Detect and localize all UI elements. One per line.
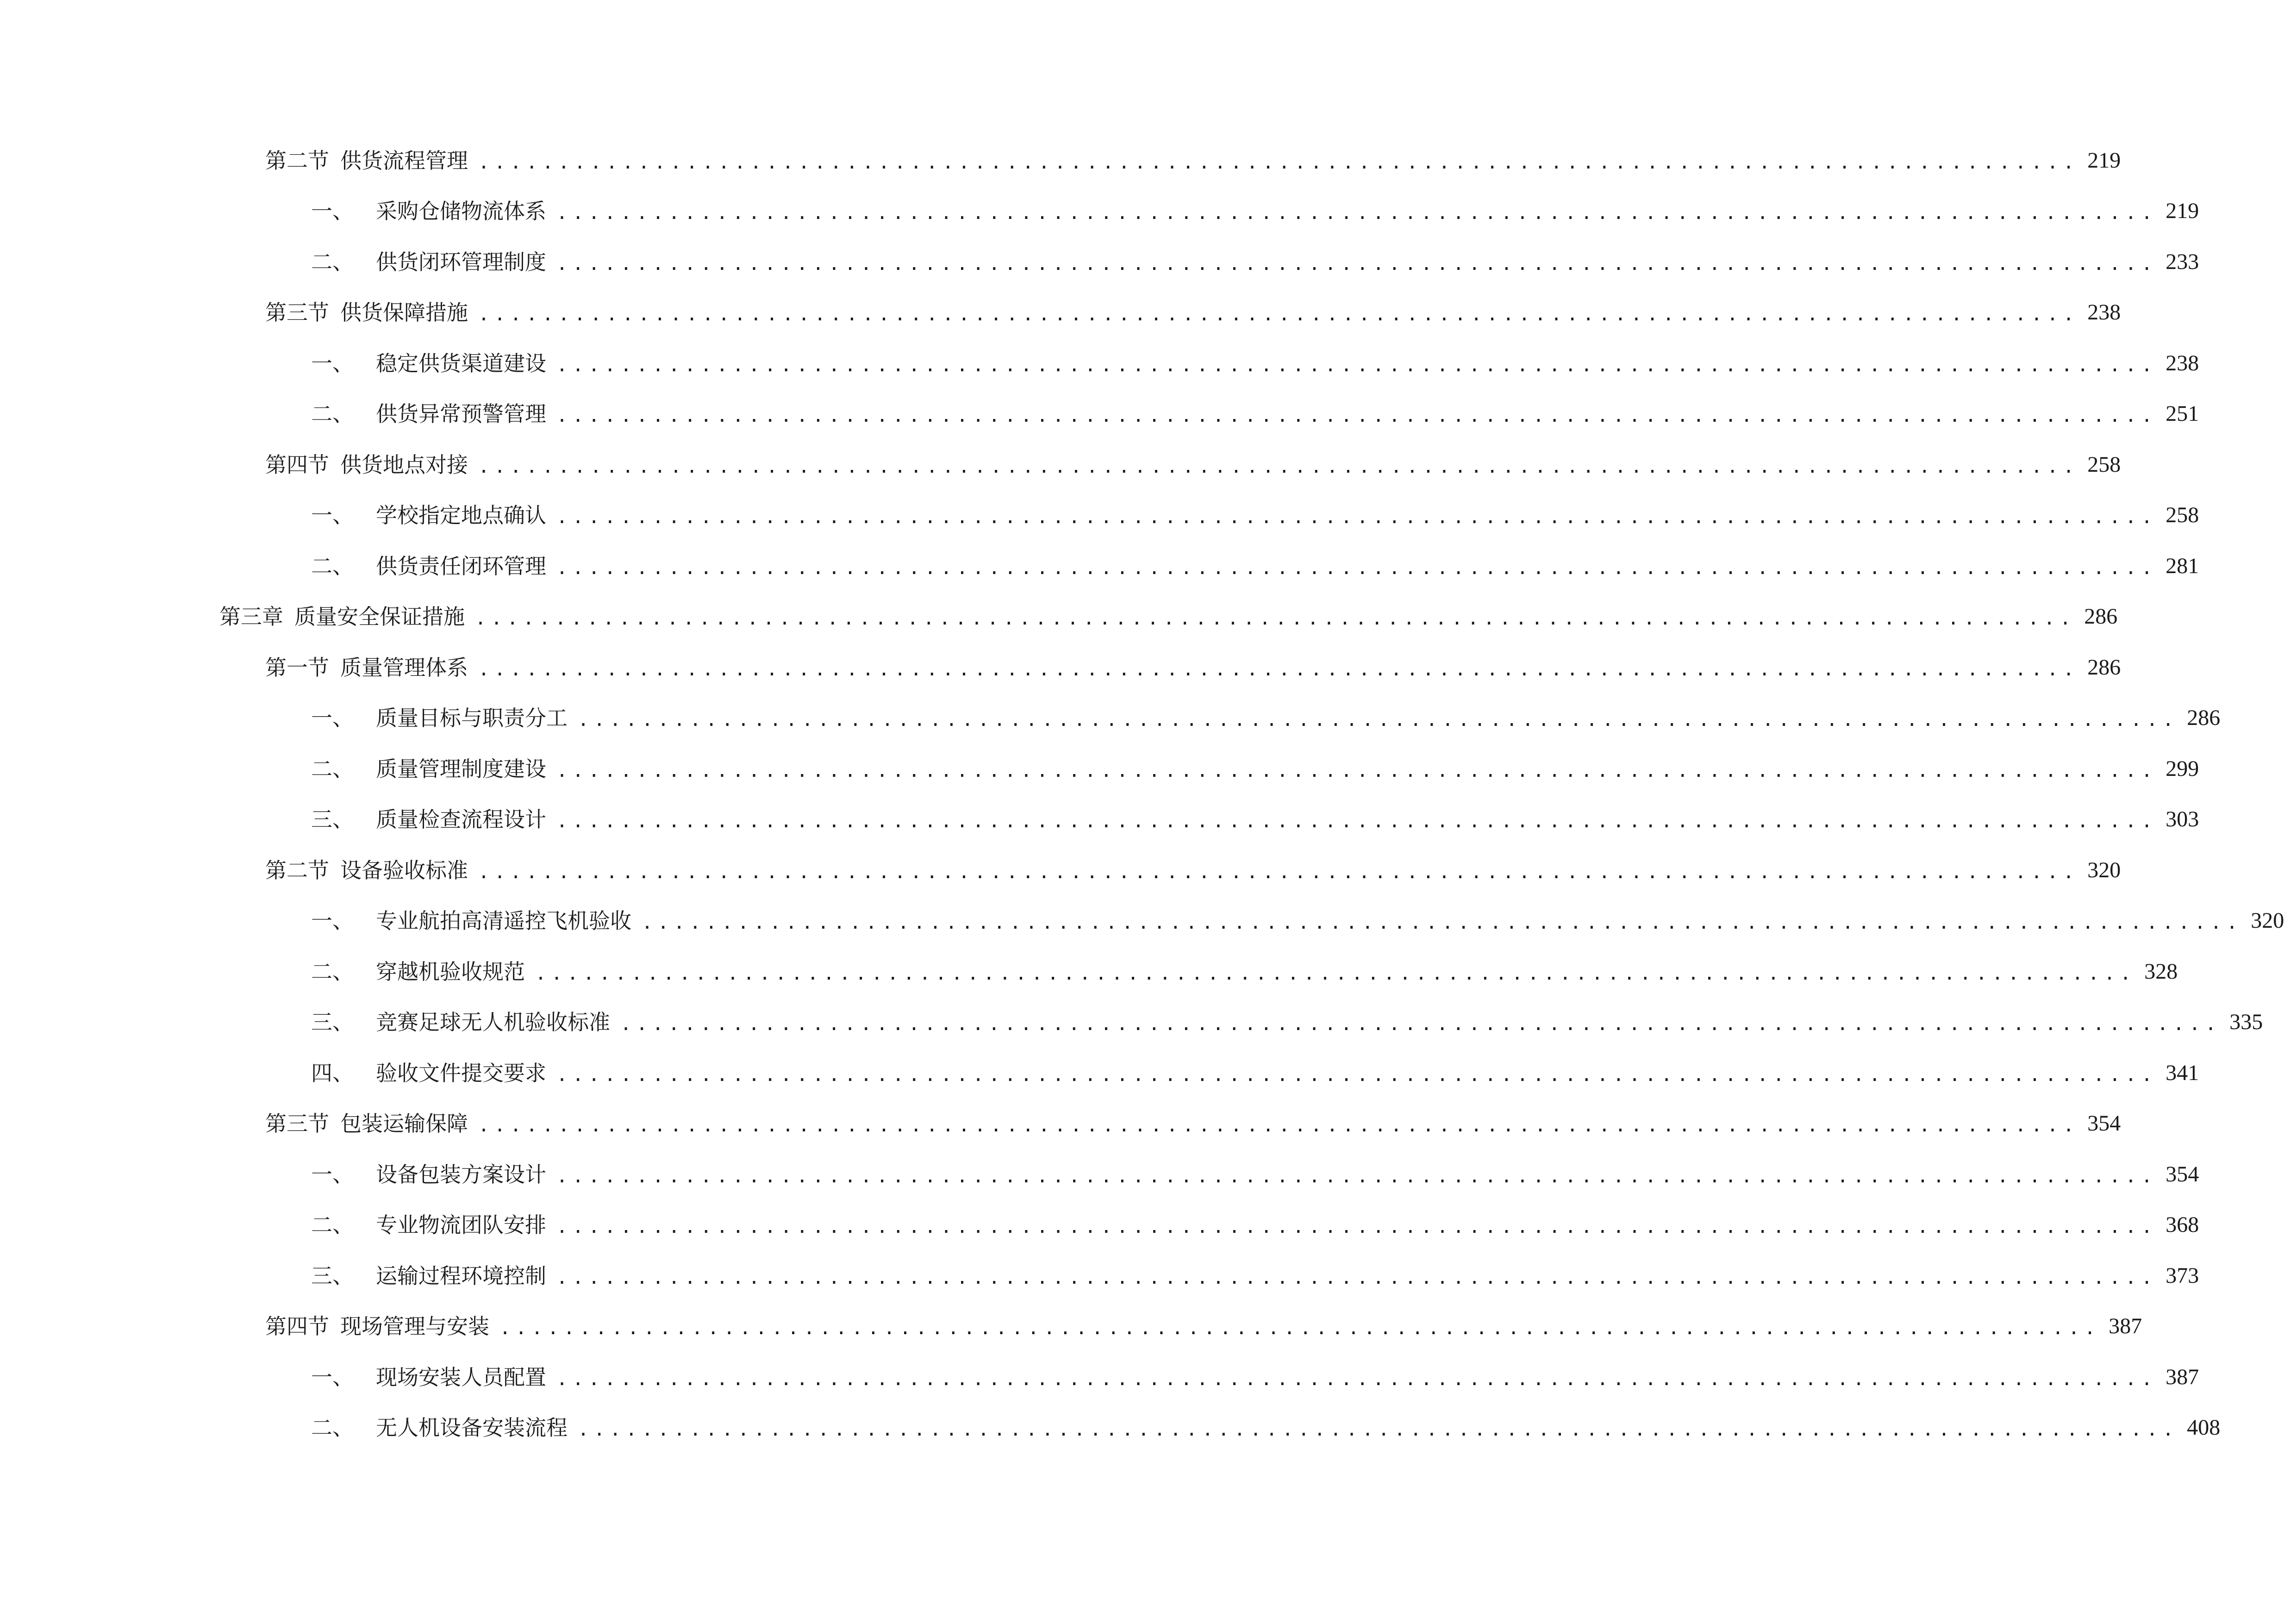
toc-entry-subsection[interactable] xyxy=(0,389,2199,440)
toc-leader-dots: .................................................................................................... xyxy=(556,760,2158,781)
toc-entry-number: 二、 xyxy=(311,553,354,579)
toc-leader-dots: .................................................................................................... xyxy=(556,253,2158,275)
toc-entry-title: 供货地点对接 xyxy=(340,452,468,477)
toc-entry-title: 现场管理与安装 xyxy=(340,1314,489,1339)
toc-entry-subsection[interactable] xyxy=(0,1352,2199,1403)
toc-entry-number: 二、 xyxy=(311,249,354,275)
toc-page-number: 387 xyxy=(2109,1314,2142,1339)
toc-entry-subsection[interactable] xyxy=(0,1048,2199,1099)
toc-leader-dots: .................................................................................................... xyxy=(556,811,2158,832)
toc-page-number: 281 xyxy=(2165,553,2199,578)
toc-entry-number: 二、 xyxy=(311,756,354,781)
toc-leader-dots: .................................................................................................... xyxy=(478,304,2079,325)
toc-entry-subsection[interactable] xyxy=(0,1200,2199,1251)
toc-leader-dots: .................................................................................................... xyxy=(535,962,2136,984)
toc-leader-dots: .................................................................................................... xyxy=(556,557,2158,579)
toc-page-number: 233 xyxy=(2165,249,2199,274)
toc-entry-number: 四、 xyxy=(311,1060,354,1086)
toc-entry-title: 质量安全保证措施 xyxy=(294,604,465,630)
toc-page-number: 354 xyxy=(2087,1111,2121,1136)
toc-entry-subsection[interactable] xyxy=(0,997,2263,1048)
toc-entry-subsection[interactable] xyxy=(0,237,2199,287)
toc-leader-dots: .................................................................................................... xyxy=(478,1115,2079,1137)
toc-page-number: 354 xyxy=(2165,1162,2199,1187)
toc-page-number: 258 xyxy=(2087,452,2121,477)
toc-page-number: 286 xyxy=(2187,706,2221,731)
toc-entry-number: 第四节 xyxy=(265,1314,329,1339)
toc-leader-dots: .................................................................................................... xyxy=(556,1267,2158,1288)
toc-entry-title: 穿越机验收规范 xyxy=(376,959,525,984)
toc-page-number: 238 xyxy=(2165,350,2199,375)
toc-entry-number: 三、 xyxy=(311,1263,354,1288)
toc-entry-number: 第三节 xyxy=(265,1111,329,1137)
toc-leader-dots: .................................................................................................... xyxy=(478,456,2079,477)
toc-page-number: 408 xyxy=(2187,1415,2221,1440)
toc-entry-number: 三、 xyxy=(311,807,354,832)
toc-page-number: 341 xyxy=(2165,1060,2199,1085)
toc-entry-section[interactable] xyxy=(0,1099,2121,1149)
toc-page-number: 320 xyxy=(2251,908,2284,933)
toc-leader-dots: .................................................................................................... xyxy=(478,861,2079,883)
toc-entry-title: 供货异常预警管理 xyxy=(376,401,546,427)
toc-page-number: 328 xyxy=(2144,959,2178,984)
toc-leader-dots: .................................................................................................... xyxy=(578,1419,2179,1441)
toc-entry-section[interactable] xyxy=(0,1301,2142,1352)
toc-entry-section[interactable] xyxy=(0,642,2121,693)
toc-entry-number: 一、 xyxy=(311,199,354,224)
toc-entry-title: 质量管理体系 xyxy=(340,655,468,680)
toc-page-number: 320 xyxy=(2087,857,2121,882)
toc-leader-dots: .................................................................................................... xyxy=(642,912,2243,934)
toc-entry-number: 二、 xyxy=(311,401,354,427)
toc-entry-number: 二、 xyxy=(311,1212,354,1238)
toc-entry-title: 专业航拍高清遥控飞机验收 xyxy=(376,908,631,934)
toc-leader-dots: .................................................................................................... xyxy=(578,709,2179,731)
toc-entry-number: 一、 xyxy=(311,1364,354,1390)
toc-leader-dots: .................................................................................................... xyxy=(620,1013,2222,1035)
toc-leader-dots: .................................................................................................... xyxy=(556,1216,2158,1238)
toc-entry-number: 二、 xyxy=(311,1415,354,1441)
toc-entry-title: 供货保障措施 xyxy=(340,300,468,325)
toc-entry-section[interactable] xyxy=(0,135,2121,186)
toc-entry-number: 第四节 xyxy=(265,452,329,477)
toc-page-number: 299 xyxy=(2165,756,2199,781)
toc-leader-dots: .................................................................................................... xyxy=(556,1368,2158,1390)
toc-entry-section[interactable] xyxy=(0,287,2121,338)
toc-leader-dots: .................................................................................................... xyxy=(499,1318,2101,1339)
toc-entry-title: 专业物流团队安排 xyxy=(376,1212,546,1238)
toc-entry-subsection[interactable] xyxy=(0,946,2178,997)
toc-entry-number: 第二节 xyxy=(265,857,329,883)
toc-page-number: 258 xyxy=(2165,503,2199,528)
toc-leader-dots: .................................................................................................... xyxy=(478,151,2079,173)
toc-entry-title: 运输过程环境控制 xyxy=(376,1263,546,1288)
toc-entry-chapter[interactable] xyxy=(0,592,2118,643)
toc-page-number: 219 xyxy=(2087,148,2121,173)
toc-leader-dots: .................................................................................................... xyxy=(556,1064,2158,1086)
toc-entry-subsection[interactable] xyxy=(0,186,2199,237)
toc-entry-section[interactable] xyxy=(0,439,2121,490)
toc-entry-subsection[interactable] xyxy=(0,541,2199,592)
toc-entry-title: 质量管理制度建设 xyxy=(376,756,546,781)
table-of-contents xyxy=(0,135,2284,1453)
toc-page-number: 219 xyxy=(2165,199,2199,224)
toc-leader-dots: .................................................................................................... xyxy=(556,506,2158,528)
toc-entry-title: 验收文件提交要求 xyxy=(376,1060,546,1086)
toc-entry-number: 一、 xyxy=(311,1162,354,1187)
toc-entry-title: 供货闭环管理制度 xyxy=(376,249,546,275)
toc-page-number: 387 xyxy=(2165,1364,2199,1389)
toc-page-number: 303 xyxy=(2165,807,2199,832)
toc-page-number: 238 xyxy=(2087,300,2121,325)
toc-entry-section[interactable] xyxy=(0,845,2121,896)
toc-entry-number: 第二节 xyxy=(265,148,329,173)
toc-page-number: 286 xyxy=(2087,655,2121,680)
toc-entry-title: 设备包装方案设计 xyxy=(376,1162,546,1187)
toc-entry-title: 质量目标与职责分工 xyxy=(376,706,568,731)
toc-entry-subsection[interactable] xyxy=(0,896,2284,947)
toc-entry-number: 一、 xyxy=(311,706,354,731)
toc-leader-dots: .................................................................................................... xyxy=(475,608,2076,630)
toc-entry-number: 二、 xyxy=(311,959,354,984)
toc-entry-number: 第三节 xyxy=(265,300,329,325)
toc-leader-dots: .................................................................................................... xyxy=(556,202,2158,224)
toc-page-number: 373 xyxy=(2165,1263,2199,1288)
toc-leader-dots: .................................................................................................... xyxy=(478,658,2079,680)
toc-entry-subsection[interactable] xyxy=(0,490,2199,541)
toc-entry-title: 采购仓储物流体系 xyxy=(376,199,546,224)
toc-entry-title: 质量检查流程设计 xyxy=(376,807,546,832)
toc-entry-subsection[interactable] xyxy=(0,743,2199,794)
toc-entry-title: 供货流程管理 xyxy=(340,148,468,173)
toc-entry-title: 无人机设备安装流程 xyxy=(376,1415,568,1441)
toc-entry-subsection[interactable] xyxy=(0,1403,2221,1454)
toc-entry-number: 一、 xyxy=(311,908,354,934)
toc-entry-subsection[interactable] xyxy=(0,338,2199,389)
toc-page-number: 335 xyxy=(2229,1010,2263,1035)
toc-entry-number: 三、 xyxy=(311,1010,354,1035)
toc-entry-title: 设备验收标准 xyxy=(340,857,468,883)
toc-entry-title: 现场安装人员配置 xyxy=(376,1364,546,1390)
toc-entry-subsection[interactable] xyxy=(0,794,2199,845)
toc-entry-title: 供货责任闭环管理 xyxy=(376,553,546,579)
toc-entry-number: 一、 xyxy=(311,503,354,528)
toc-entry-subsection[interactable] xyxy=(0,1250,2199,1301)
toc-entry-subsection[interactable] xyxy=(0,1149,2199,1200)
toc-leader-dots: .................................................................................................... xyxy=(556,405,2158,427)
toc-page-number: 286 xyxy=(2084,604,2118,629)
toc-entry-title: 学校指定地点确认 xyxy=(376,503,546,528)
toc-entry-title: 稳定供货渠道建设 xyxy=(376,350,546,376)
toc-leader-dots: .................................................................................................... xyxy=(556,354,2158,376)
toc-entry-number: 一、 xyxy=(311,350,354,376)
toc-page-number: 251 xyxy=(2165,401,2199,426)
toc-leader-dots: .................................................................................................... xyxy=(556,1165,2158,1187)
toc-entry-number: 第一节 xyxy=(265,655,329,680)
toc-entry-title: 竞赛足球无人机验收标准 xyxy=(376,1010,610,1035)
toc-entry-number: 第三章 xyxy=(219,604,283,630)
toc-entry-title: 包装运输保障 xyxy=(340,1111,468,1137)
toc-entry-subsection[interactable] xyxy=(0,693,2221,744)
toc-page-number: 368 xyxy=(2165,1212,2199,1237)
